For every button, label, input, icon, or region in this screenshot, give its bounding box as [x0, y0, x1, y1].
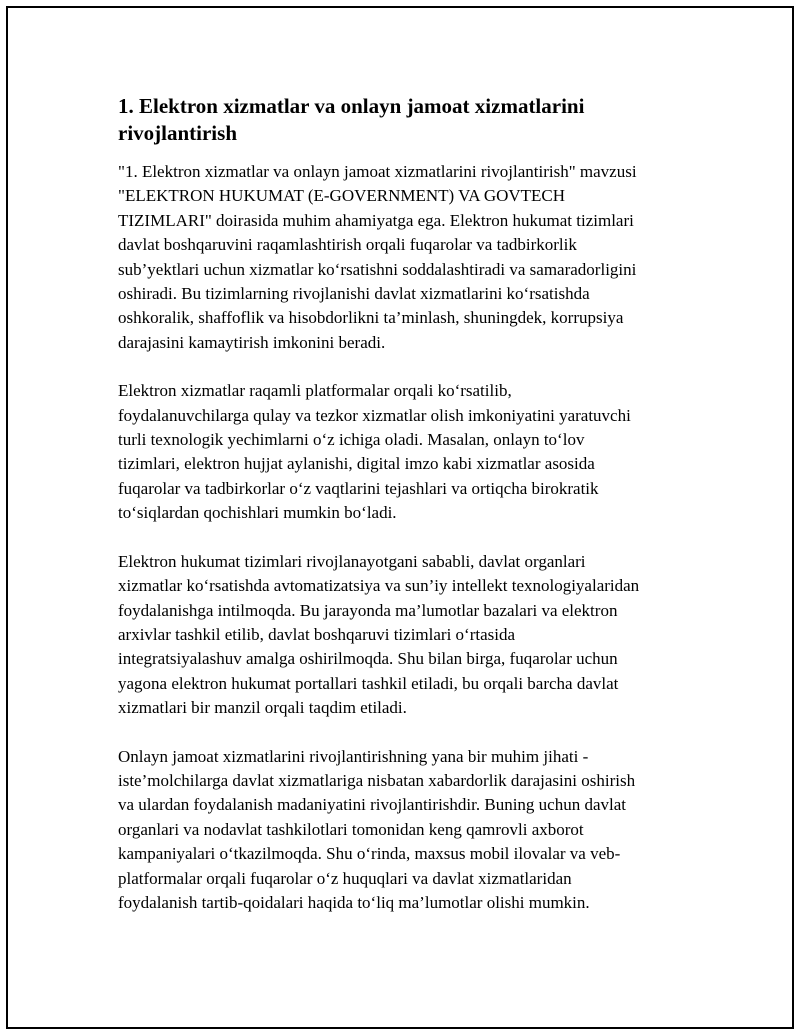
paragraph-2: Elektron xizmatlar raqamli platformalar orqali ko‘rsatilib, foydalanuvchilarga qulay va tezkor xizmatlar olish imkoniyatini yaratuvchi turli texnologik yechimlarni o‘z ichiga oladi. Masalan, onlayn to‘lov tizimlari, elektron hujjat aylanishi, digital imzo kabi xizmatlar asosida fuqarolar va tadbirkorlar o‘z vaqtlarini tejashlari va ortiqcha birokratik to‘siqlardan qochishlari mumkin bo‘ladi. — [118, 381, 631, 523]
paragraph-4: Onlayn jamoat xizmatlarini rivojlantirishning yana bir muhim jihati - iste’molchilarga davlat xizmatlariga nisbatan xabardorlik darajasini oshirish va ulardan foydalanish madaniyatini rivojlantirishdir. Buning uchun davlat organlari va nodavlat tashkilotlari tomonidan keng qamrovli axborot kampaniyalari o‘tkazilmoqda. Shu o‘rinda, maxsus mobil ilovalar va veb- platformalar orqali fuqarolar o‘z huquqlari va davlat xizmatlaridan foydalanish tartib-qoidalari haqida to‘liq ma’lumotlar olishi mumkin. — [118, 746, 636, 912]
paragraph-1: "1. Elektron xizmatlar va onlayn jamoat xizmatlarini rivojlantirish" mavzusi "ELEKTRON HUKUMAT (E-GOVERNMENT) VA GOVTECH TIZIMLARI" doirasida muhim ahamiyatga ega. Elektron hukumat tizimlari davlat boshqaruvini raqamlashtirish orqali fuqarolar va tadbirkorlik sub’yektlari uchun xizmatlar ko‘rsatishni soddalashtiradi va samaradorligini oshiradi. Bu tizimlarning rivojlanishi davlat xizmatlarini ko‘rsatishda oshkoralik, shaffoflik va hisobdorlikni ta’minlash, shuningdek, korrupsiya darajasini kamaytirish imkonini beradi. — [118, 162, 637, 352]
document-body — [118, 93, 688, 939]
section-heading: 1. Elektron xizmatlar va onlayn jamoat xizmatlarini rivojlantirish — [118, 94, 585, 145]
paragraph-3: Elektron hukumat tizimlari rivojlanayotgani sababli, davlat organlari xizmatlar ko‘rsatishda avtomatizatsiya va sun’iy intellekt texnologiyalaridan foydalanishga intilmoqda. Bu jarayonda ma’lumotlar bazalari va elektron arxivlar tashkil etilib, davlat boshqaruvi tizimlari o‘rtasida integratsiyalashuv amalga oshirilmoqda. Shu bilan birga, fuqarolar uchun yagona elektron hukumat portallari tashkil etiladi, bu orqali barcha davlat xizmatlari bir manzil orqali taqdim etiladi. — [118, 551, 640, 718]
